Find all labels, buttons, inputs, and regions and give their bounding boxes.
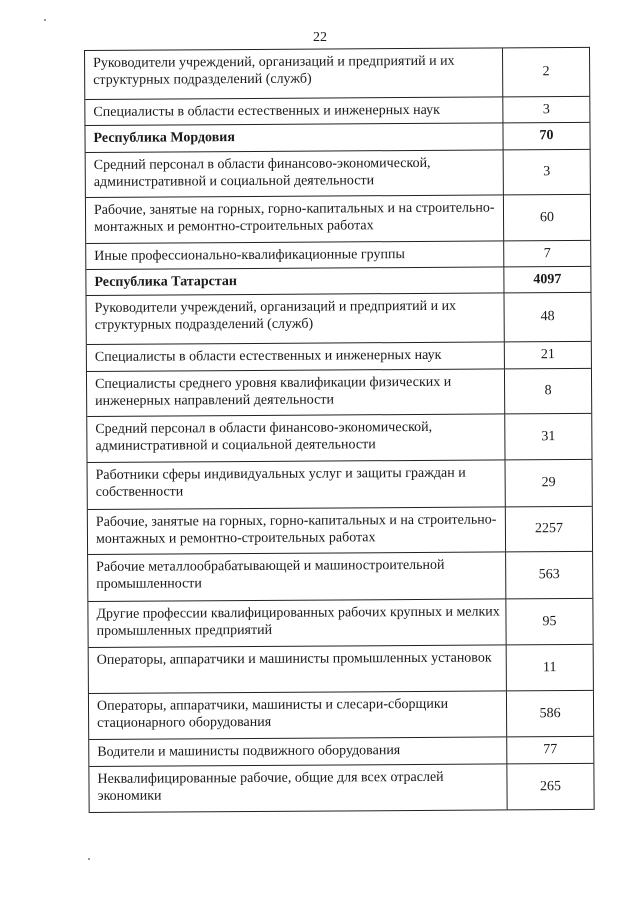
table-row [88, 507, 592, 555]
region-row [86, 267, 590, 296]
occupation-group-label: Операторы, аппаратчики, машинисты и слесари-сборщики стационарного оборудования [89, 691, 507, 739]
table-row [86, 150, 590, 198]
region-name: Республика Татарстан [86, 267, 504, 295]
occupation-group-label: Рабочие, занятые на горных, горно-капитальных и на строительно-монтажных и ремонтно-строительных работах [88, 507, 506, 554]
occupation-count: 3 [542, 101, 550, 117]
occupation-group-label: Руководители учреждений, организаций и предприятий и их структурных подразделений (служб) [85, 48, 503, 99]
occupation-count: 60 [539, 209, 555, 225]
table-row [89, 645, 593, 694]
table-row [88, 599, 592, 648]
occupation-group-label: Специалисты в области естественных и инженерных наук [85, 97, 503, 125]
occupation-count: 29 [541, 475, 556, 491]
occupation-count: 11 [542, 659, 557, 675]
occupation-count: 2257 [534, 521, 563, 537]
table-row [88, 552, 592, 602]
table-row [87, 342, 591, 372]
occupation-group-label: Иные профессионально-квалификационные группы [86, 241, 504, 269]
occupation-count: 265 [539, 778, 562, 794]
occupation-group-label: Неквалифицированные рабочие, общие для всех отраслей экономики [89, 764, 507, 812]
occupation-group-label: Другие профессии квалифицированных рабочих крупных и мелких промышленных предприятий [88, 599, 506, 647]
table-row [89, 737, 593, 767]
occupation-group-label: Руководители учреждений, организаций и предприятий и их структурных подразделений (служб) [87, 293, 505, 344]
page-number: 22 [313, 30, 327, 45]
occupation-count: 7 [543, 245, 551, 261]
table-row [89, 764, 593, 813]
occupation-group-label: Средний персонал в области финансово-экономической, административной и социальной деятельности [87, 414, 505, 462]
occupation-count: 3 [543, 164, 551, 180]
table-row [87, 369, 591, 417]
table-row [89, 691, 593, 740]
table-row [85, 97, 589, 126]
table-row [87, 293, 591, 345]
occupation-group-label: Рабочие, занятые на горных, горно-капитальных и на строительно-монтажных и ремонтно-строительных работах [86, 195, 504, 243]
table-row [87, 414, 591, 463]
table-row [86, 195, 590, 244]
scan-speck [44, 19, 46, 21]
occupation-count: 48 [540, 309, 555, 325]
occupation-group-label: Специалисты среднего уровня квалификации физических и инженерных направлений деятельности [87, 369, 505, 416]
region-total: 70 [539, 128, 554, 144]
occupation-count: 77 [543, 742, 558, 758]
table-row [86, 241, 590, 270]
occupation-table [84, 47, 595, 813]
occupation-group-label: Водители и машинисты подвижного оборудования [89, 737, 507, 766]
scan-speck [88, 858, 90, 860]
occupation-count: 586 [539, 705, 561, 721]
table-row [88, 460, 592, 510]
occupation-count: 31 [541, 428, 556, 444]
occupation-group-label: Операторы, аппаратчики и машинисты промышленных установок [89, 645, 507, 693]
occupation-count: 563 [538, 567, 560, 583]
occupation-count: 8 [544, 383, 552, 399]
occupation-group-label: Работники сферы индивидуальных услуг и защиты граждан и собственности [88, 460, 506, 509]
occupation-count: 2 [542, 64, 550, 80]
occupation-group-label: Специалисты в области естественных и инженерных наук [87, 342, 505, 371]
occupation-group-label: Средний персонал в области финансово-экономической, административной и социальной деятельности [86, 150, 504, 197]
region-total: 4097 [533, 271, 562, 287]
table-row [85, 48, 589, 100]
region-row [85, 123, 589, 153]
occupation-group-label: Рабочие металлообрабатывающей и машиностроительной промышленности [88, 552, 506, 601]
occupation-count: 95 [542, 613, 557, 629]
occupation-count: 21 [540, 347, 555, 363]
region-name: Республика Мордовия [85, 123, 503, 152]
